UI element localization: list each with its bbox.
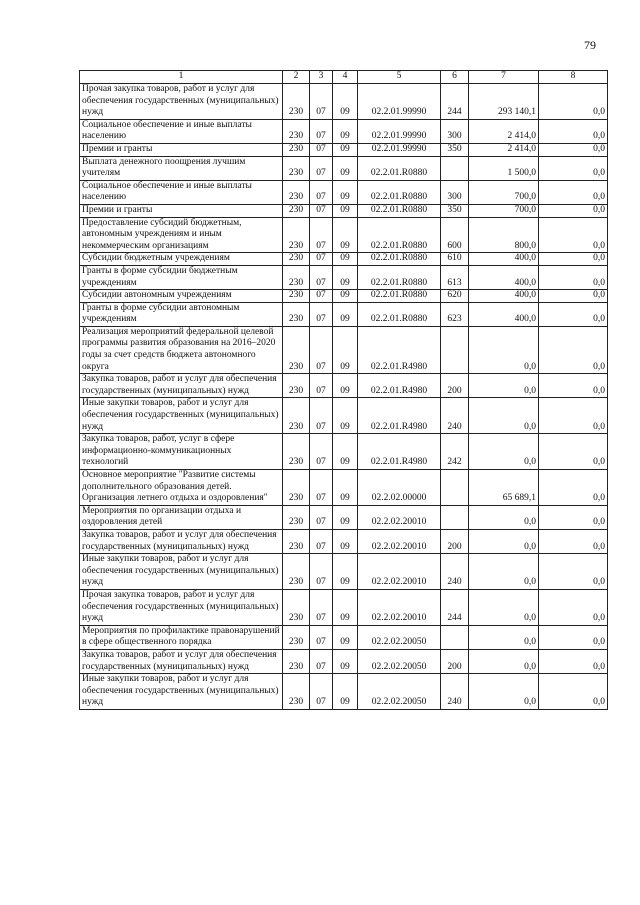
budget-table [79, 70, 608, 710]
cell-col2: 230 [283, 156, 310, 180]
cell-col5: 02.2.02.20050 [358, 674, 441, 710]
cell-col4: 09 [333, 156, 358, 180]
cell-col4: 09 [333, 649, 358, 673]
cell-col8: 0,0 [539, 290, 608, 303]
cell-col7: 400,0 [469, 253, 539, 266]
table-row [80, 505, 608, 529]
cell-col7: 0,0 [469, 505, 539, 529]
cell-col2: 230 [283, 398, 310, 434]
cell-col2: 230 [283, 204, 310, 217]
cell-col3: 07 [310, 156, 333, 180]
cell-col7: 700,0 [469, 204, 539, 217]
cell-col5: 02.2.02.20010 [358, 554, 441, 590]
cell-col5: 02.2.01.99990 [358, 119, 441, 143]
cell-name: Иные закупки товаров, работ и услуг для обеспечения государственных (муниципальных) нужд [80, 398, 283, 434]
cell-col3: 07 [310, 398, 333, 434]
table-row [80, 470, 608, 506]
cell-col8: 0,0 [539, 253, 608, 266]
cell-col5: 02.2.01.R0880 [358, 302, 441, 326]
cell-col2: 230 [283, 302, 310, 326]
table-row [80, 84, 608, 120]
cell-col5: 02.2.01.R4980 [358, 326, 441, 373]
cell-col4: 09 [333, 529, 358, 553]
table-row [80, 156, 608, 180]
cell-col2: 230 [283, 180, 310, 204]
cell-name: Гранты в форме субсидии автономным учреждениям [80, 302, 283, 326]
cell-col4: 09 [333, 326, 358, 373]
table-row [80, 589, 608, 625]
cell-col7: 0,0 [469, 625, 539, 649]
cell-col5: 02.2.01.R0880 [358, 290, 441, 303]
cell-col4: 09 [333, 589, 358, 625]
cell-col7: 0,0 [469, 374, 539, 398]
table-row [80, 265, 608, 289]
cell-name: Гранты в форме субсидии бюджетным учреждениям [80, 265, 283, 289]
cell-col6: 620 [441, 290, 469, 303]
cell-col4: 09 [333, 253, 358, 266]
cell-col2: 230 [283, 554, 310, 590]
cell-name: Прочая закупка товаров, работ и услуг для обеспечения государственных (муниципальных) нужд [80, 84, 283, 120]
cell-col2: 230 [283, 253, 310, 266]
table-row [80, 253, 608, 266]
cell-name: Реализация мероприятий федеральной целевой программы развития образования на 2016–2020 годы за счет средств бюджета автономного округа [80, 326, 283, 373]
cell-col5: 02.2.01.R4980 [358, 434, 441, 470]
cell-name: Мероприятия по организации отдыха и оздоровления детей [80, 505, 283, 529]
cell-col3: 07 [310, 217, 333, 253]
cell-col5: 02.2.02.20010 [358, 589, 441, 625]
table-row [80, 398, 608, 434]
cell-col4: 09 [333, 265, 358, 289]
cell-name: Выплата денежного поощрения лучшим учителям [80, 156, 283, 180]
cell-col3: 07 [310, 374, 333, 398]
cell-col8: 0,0 [539, 84, 608, 120]
cell-col6: 350 [441, 143, 469, 156]
cell-col7: 1 500,0 [469, 156, 539, 180]
cell-col3: 07 [310, 204, 333, 217]
cell-col5: 02.2.01.R0880 [358, 156, 441, 180]
cell-col5: 02.2.01.R0880 [358, 180, 441, 204]
cell-col3: 07 [310, 470, 333, 506]
column-header: 6 [441, 71, 469, 84]
cell-col7: 0,0 [469, 434, 539, 470]
cell-col5: 02.2.02.00000 [358, 470, 441, 506]
cell-col6: 242 [441, 434, 469, 470]
cell-col2: 230 [283, 589, 310, 625]
cell-col2: 230 [283, 265, 310, 289]
cell-col2: 230 [283, 674, 310, 710]
table-row [80, 529, 608, 553]
cell-name: Основное мероприятие "Развитие системы дополнительного образования детей. Организация летнего отдыха и оздоровления" [80, 470, 283, 506]
cell-name: Прочая закупка товаров, работ и услуг для обеспечения государственных (муниципальных) нужд [80, 589, 283, 625]
cell-col5: 02.2.01.R4980 [358, 374, 441, 398]
table-row [80, 302, 608, 326]
cell-col2: 230 [283, 470, 310, 506]
cell-col4: 09 [333, 505, 358, 529]
table-row [80, 674, 608, 710]
cell-col6: 240 [441, 554, 469, 590]
cell-col2: 230 [283, 374, 310, 398]
cell-col4: 09 [333, 625, 358, 649]
column-header: 3 [310, 71, 333, 84]
cell-col4: 09 [333, 180, 358, 204]
cell-col8: 0,0 [539, 265, 608, 289]
cell-col3: 07 [310, 554, 333, 590]
cell-name: Премии и гранты [80, 204, 283, 217]
cell-col4: 09 [333, 554, 358, 590]
cell-col7: 0,0 [469, 589, 539, 625]
cell-col3: 07 [310, 119, 333, 143]
cell-col7: 0,0 [469, 649, 539, 673]
cell-col2: 230 [283, 625, 310, 649]
cell-col8: 0,0 [539, 434, 608, 470]
header-row [80, 71, 608, 84]
cell-col6: 300 [441, 180, 469, 204]
table-row [80, 326, 608, 373]
cell-col3: 07 [310, 529, 333, 553]
cell-col6: 244 [441, 84, 469, 120]
cell-col2: 230 [283, 84, 310, 120]
table-row [80, 374, 608, 398]
cell-col7: 2 414,0 [469, 143, 539, 156]
cell-col7: 0,0 [469, 326, 539, 373]
cell-col5: 02.2.01.R4980 [358, 398, 441, 434]
cell-col5: 02.2.01.R0880 [358, 204, 441, 217]
column-header: 2 [283, 71, 310, 84]
cell-name: Социальное обеспечение и иные выплаты населению [80, 119, 283, 143]
cell-col8: 0,0 [539, 589, 608, 625]
cell-col2: 230 [283, 649, 310, 673]
table-row [80, 143, 608, 156]
column-header: 5 [358, 71, 441, 84]
cell-col2: 230 [283, 143, 310, 156]
cell-col2: 230 [283, 217, 310, 253]
cell-col8: 0,0 [539, 505, 608, 529]
cell-name: Закупка товаров, работ и услуг для обеспечения государственных (муниципальных) нужд [80, 529, 283, 553]
cell-col8: 0,0 [539, 217, 608, 253]
cell-col3: 07 [310, 253, 333, 266]
column-header: 1 [80, 71, 283, 84]
cell-col3: 07 [310, 434, 333, 470]
table-row [80, 554, 608, 590]
cell-col5: 02.2.01.R0880 [358, 217, 441, 253]
table-row [80, 649, 608, 673]
cell-col3: 07 [310, 625, 333, 649]
cell-col6: 240 [441, 674, 469, 710]
cell-col3: 07 [310, 84, 333, 120]
cell-name: Мероприятия по профилактике правонарушений в сфере общественного порядка [80, 625, 283, 649]
cell-col8: 0,0 [539, 204, 608, 217]
cell-name: Иные закупки товаров, работ и услуг для обеспечения государственных (муниципальных) нужд [80, 674, 283, 710]
cell-col6: 600 [441, 217, 469, 253]
cell-col3: 07 [310, 143, 333, 156]
cell-name: Закупка товаров, работ, услуг в сфере информационно-коммуникационных технологий [80, 434, 283, 470]
cell-col6 [441, 326, 469, 373]
cell-col8: 0,0 [539, 554, 608, 590]
column-header: 7 [469, 71, 539, 84]
cell-col6: 623 [441, 302, 469, 326]
cell-col7: 0,0 [469, 529, 539, 553]
table-row [80, 180, 608, 204]
cell-col2: 230 [283, 119, 310, 143]
cell-col4: 09 [333, 674, 358, 710]
table-row [80, 290, 608, 303]
column-header: 4 [333, 71, 358, 84]
cell-col5: 02.2.01.99990 [358, 84, 441, 120]
cell-col5: 02.2.02.20050 [358, 625, 441, 649]
cell-col8: 0,0 [539, 398, 608, 434]
cell-col7: 400,0 [469, 290, 539, 303]
cell-col7: 800,0 [469, 217, 539, 253]
cell-col4: 09 [333, 470, 358, 506]
cell-col7: 293 140,1 [469, 84, 539, 120]
cell-col5: 02.2.01.R0880 [358, 265, 441, 289]
table-row [80, 204, 608, 217]
cell-name: Закупка товаров, работ и услуг для обеспечения государственных (муниципальных) нужд [80, 374, 283, 398]
cell-col8: 0,0 [539, 156, 608, 180]
cell-col8: 0,0 [539, 470, 608, 506]
cell-col3: 07 [310, 302, 333, 326]
cell-col5: 02.2.01.99990 [358, 143, 441, 156]
table-row [80, 434, 608, 470]
cell-col5: 02.2.01.R0880 [358, 253, 441, 266]
cell-col5: 02.2.02.20010 [358, 529, 441, 553]
cell-col6 [441, 470, 469, 506]
cell-col3: 07 [310, 505, 333, 529]
cell-col4: 09 [333, 302, 358, 326]
cell-name: Субсидии автономным учреждениям [80, 290, 283, 303]
cell-col4: 09 [333, 143, 358, 156]
cell-col2: 230 [283, 326, 310, 373]
cell-col3: 07 [310, 180, 333, 204]
cell-col4: 09 [333, 84, 358, 120]
cell-col6: 613 [441, 265, 469, 289]
cell-col6: 200 [441, 529, 469, 553]
cell-col4: 09 [333, 217, 358, 253]
cell-col8: 0,0 [539, 180, 608, 204]
cell-col7: 0,0 [469, 398, 539, 434]
cell-name: Предоставление субсидий бюджетным, автономным учреждениям и иным некоммерческим организациям [80, 217, 283, 253]
cell-col6 [441, 625, 469, 649]
cell-name: Премии и гранты [80, 143, 283, 156]
cell-col3: 07 [310, 326, 333, 373]
cell-col8: 0,0 [539, 326, 608, 373]
cell-col4: 09 [333, 398, 358, 434]
cell-col5: 02.2.02.20050 [358, 649, 441, 673]
cell-name: Социальное обеспечение и иные выплаты населению [80, 180, 283, 204]
cell-col2: 230 [283, 529, 310, 553]
cell-col6 [441, 505, 469, 529]
cell-col7: 400,0 [469, 302, 539, 326]
cell-col6: 300 [441, 119, 469, 143]
cell-col2: 230 [283, 290, 310, 303]
cell-col6: 200 [441, 374, 469, 398]
cell-col4: 09 [333, 290, 358, 303]
cell-name: Закупка товаров, работ и услуг для обеспечения государственных (муниципальных) нужд [80, 649, 283, 673]
table-row [80, 217, 608, 253]
cell-col7: 0,0 [469, 554, 539, 590]
cell-name: Субсидии бюджетным учреждениям [80, 253, 283, 266]
cell-col7: 400,0 [469, 265, 539, 289]
cell-col8: 0,0 [539, 119, 608, 143]
cell-col7: 700,0 [469, 180, 539, 204]
cell-col6: 200 [441, 649, 469, 673]
cell-col4: 09 [333, 204, 358, 217]
cell-col3: 07 [310, 290, 333, 303]
cell-name: Иные закупки товаров, работ и услуг для обеспечения государственных (муниципальных) нужд [80, 554, 283, 590]
cell-col7: 2 414,0 [469, 119, 539, 143]
cell-col8: 0,0 [539, 302, 608, 326]
cell-col8: 0,0 [539, 649, 608, 673]
cell-col3: 07 [310, 265, 333, 289]
cell-col3: 07 [310, 589, 333, 625]
cell-col7: 0,0 [469, 674, 539, 710]
cell-col4: 09 [333, 374, 358, 398]
cell-col6: 350 [441, 204, 469, 217]
cell-col6: 240 [441, 398, 469, 434]
cell-col6: 610 [441, 253, 469, 266]
column-header: 8 [539, 71, 608, 84]
cell-col3: 07 [310, 649, 333, 673]
cell-col2: 230 [283, 505, 310, 529]
cell-col8: 0,0 [539, 674, 608, 710]
cell-col7: 65 689,1 [469, 470, 539, 506]
cell-col2: 230 [283, 434, 310, 470]
cell-col3: 07 [310, 674, 333, 710]
page-number: 79 [584, 38, 596, 52]
table-row [80, 119, 608, 143]
cell-col8: 0,0 [539, 529, 608, 553]
cell-col5: 02.2.02.20010 [358, 505, 441, 529]
cell-col4: 09 [333, 434, 358, 470]
table-row [80, 625, 608, 649]
cell-col8: 0,0 [539, 374, 608, 398]
cell-col6 [441, 156, 469, 180]
cell-col4: 09 [333, 119, 358, 143]
cell-col6: 244 [441, 589, 469, 625]
cell-col8: 0,0 [539, 143, 608, 156]
cell-col8: 0,0 [539, 625, 608, 649]
